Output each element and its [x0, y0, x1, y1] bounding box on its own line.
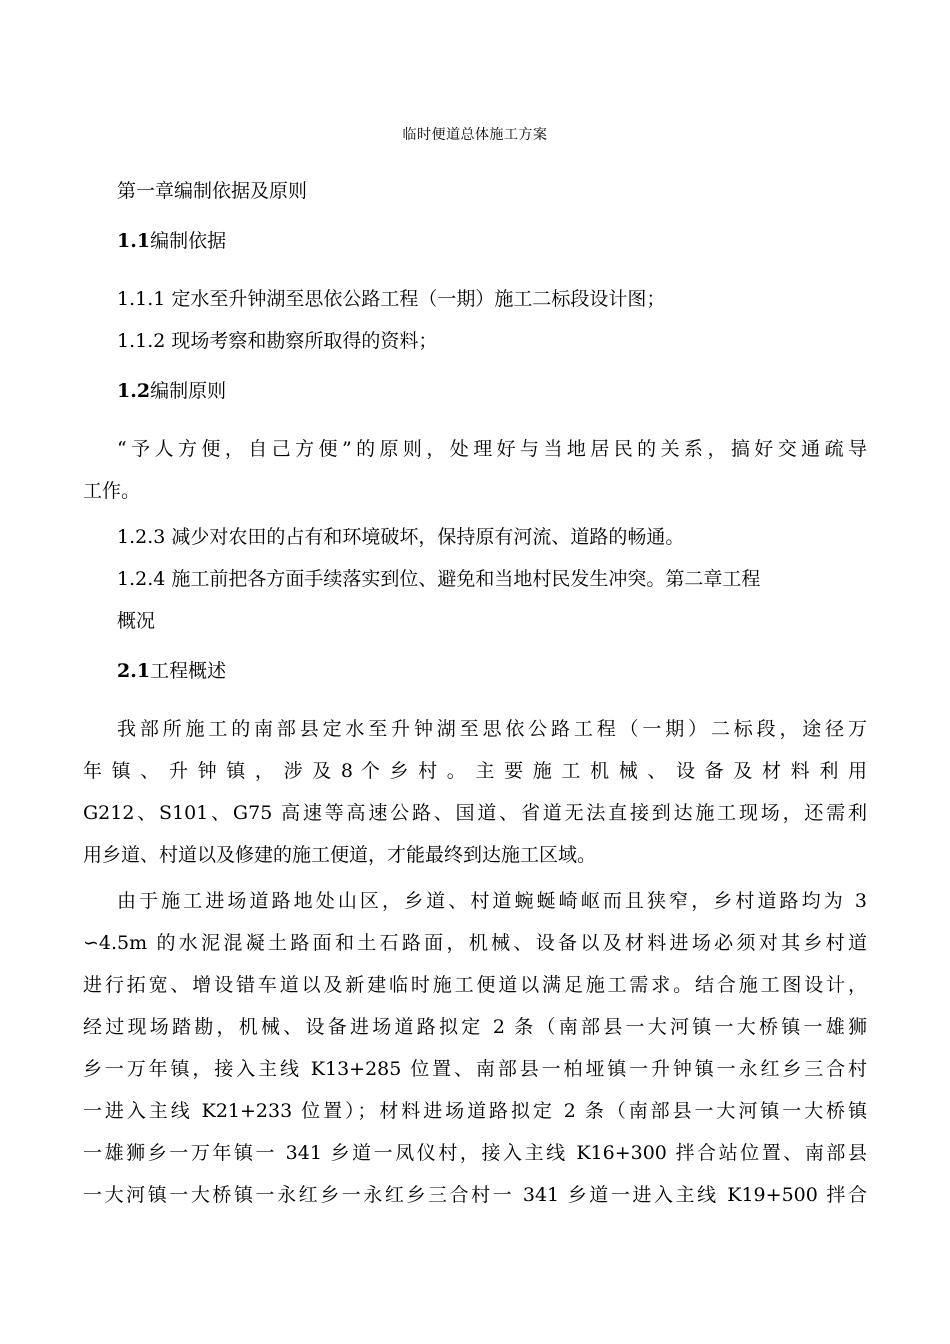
paragraph-2-line-5: 乡一万年镇，接入主线 K13+285 位置、南部县一柏垭镇一升钟镇一永红乡三合村 — [83, 1058, 867, 1080]
section-title: 编制原则 — [150, 380, 227, 402]
paragraph-1-line-3: G212、S101、G75 高速等高速公路、国道、省道无法直接到达施工现场，还需利 — [83, 802, 867, 824]
section-number: 1.2 — [117, 380, 151, 402]
paragraph-2-line-2: ∽4.5m 的水泥混凝土路面和土石路面，机械、设备以及材料进场必须对其乡村道 — [83, 932, 867, 954]
paragraph-2-line-1: 由于施工进场道路地处山区，乡道、村道蜿蜒崎岖而且狭窄，乡村道路均为 3 — [117, 890, 867, 912]
paragraph-1-line-2: 年 镇 、 升 钟 镇 ， 涉 及 8 个 乡 村 。 主 要 施 工 机 械 、 设 备 及 材 料 利 用 — [83, 760, 867, 782]
chapter-1-heading: 第一章编制依据及原则 — [117, 180, 308, 202]
item-1-1-1: 1.1.1 定水至升钟湖至思依公路工程（一期）施工二标段设计图； — [117, 288, 666, 310]
document-title: 临时便道总体施工方案 — [402, 127, 548, 143]
principle-line-1: “予人方便，自己方便”的原则，处理好与当地居民的关系，搞好交通疏导 — [117, 438, 867, 460]
paragraph-1-line-1: 我部所施工的南部县定水至升钟湖至思依公路工程（一期）二标段，途径万 — [117, 718, 867, 740]
section-1-1-heading — [117, 228, 226, 254]
item-1-2-4-line-2: 概况 — [117, 610, 156, 632]
section-1-2-heading — [117, 378, 226, 404]
paragraph-1-line-4: 用乡道、村道以及修建的施工便道，才能最终到达施工区域。 — [83, 844, 597, 866]
principle-line-2: 工作。 — [83, 480, 141, 502]
paragraph-2-line-3: 进行拓宽、增设错车道以及新建临时施工便道以满足施工需求。结合施工图设计， — [83, 974, 867, 996]
section-2-1-heading — [117, 658, 226, 684]
item-1-2-3: 1.2.3 减少对农田的占有和环境破坏，保持原有河流、道路的畅通。 — [117, 526, 685, 548]
section-title: 工程概述 — [150, 660, 227, 682]
section-title: 编制依据 — [150, 230, 227, 252]
section-number: 1.1 — [117, 230, 151, 252]
paragraph-2-line-7: 一雄狮乡一万年镇一 341 乡道一凤仪村，接入主线 K16+300 拌合站位置、南部县 — [83, 1142, 867, 1164]
paragraph-2-line-4: 经过现场踏勘，机械、设备进场道路拟定 2 条（南部县一大河镇一大桥镇一雄狮 — [83, 1016, 867, 1038]
section-number: 2.1 — [117, 660, 151, 682]
item-1-1-2: 1.1.2 现场考察和勘察所取得的资料； — [117, 330, 438, 352]
item-1-2-4-line-1: 1.2.4 施工前把各方面手续落实到位、避免和当地村民发生冲突。第二章工程 — [117, 568, 761, 590]
paragraph-2-line-8: 一大河镇一大桥镇一永红乡一永红乡三合村一 341 乡道一进入主线 K19+500 拌合 — [83, 1184, 867, 1206]
paragraph-2-line-6: 一进入主线 K21+233 位置）；材料进场道路拟定 2 条（南部县一大河镇一大桥镇 — [83, 1100, 867, 1122]
